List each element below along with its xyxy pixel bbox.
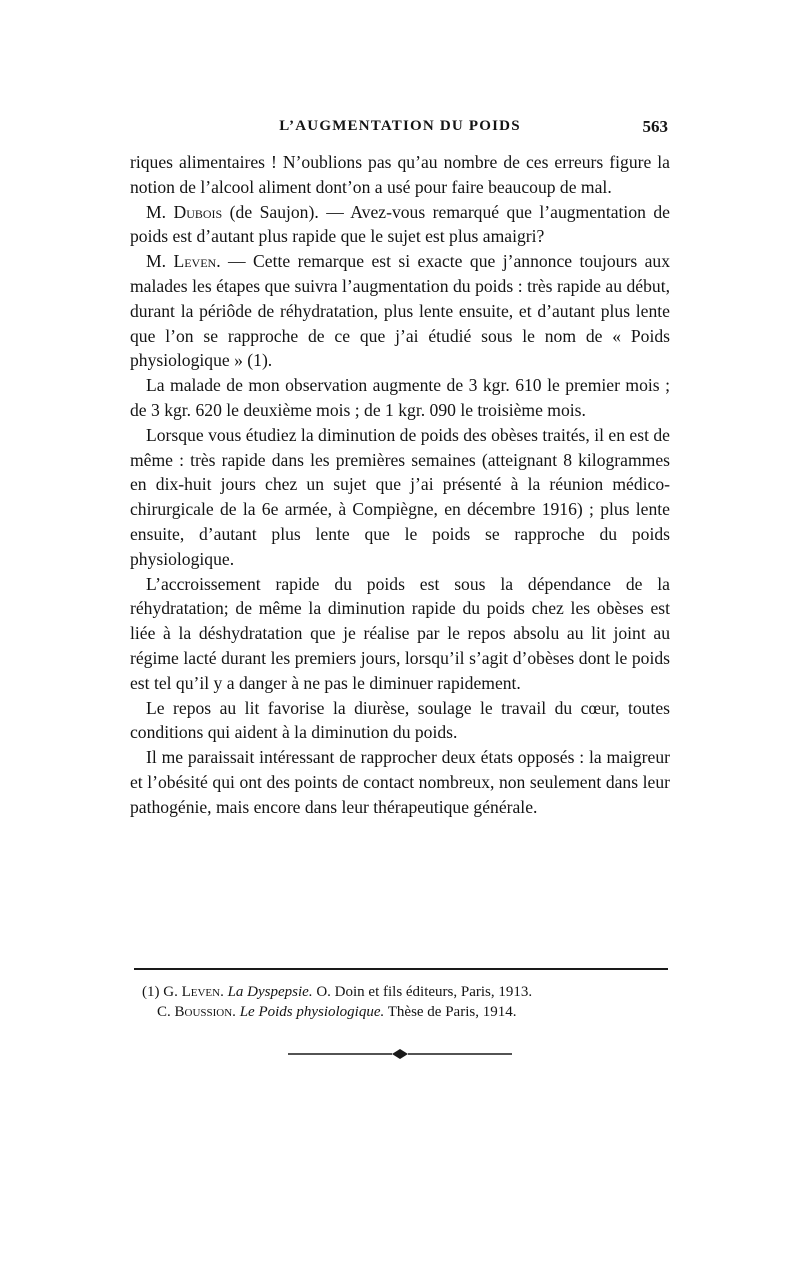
running-title: L’AUGMENTATION DU POIDS [279,118,521,134]
footnote-author: G. Leven. [163,984,224,1000]
speaker-name: M. Dubois [146,201,223,222]
footnote-marker: (1) [142,984,164,1000]
paragraph-text: La malade de mon observation augmente de 3 kgr. 610 le premier mois ; de 3 kgr. 620 le deuxième mois ; de 1 kgr. 090 le troisième mois. [130,375,670,420]
paragraph [130,373,670,423]
paragraph-text: Le repos au lit favorise la diurèse, soulage le travail du cœur, toutes conditions qui aident à la diminution du poids. [130,697,670,743]
footnote-title: Le Poids physiologique. [239,1004,385,1020]
paragraph-text: Il me paraissait intéressant de rapprocher deux états opposés : la maigreur et l’obésité qui ont des points de contact nombreux, non seulement dans leur pathogénie, mais encore dans leur thérapeutique générale. [130,747,670,817]
footnote-title: La Dyspepsie. [227,984,313,1000]
speaker-name: M. Leven. [146,251,221,272]
paragraph [130,150,670,200]
footnote-author: C. Boussion. [157,1004,236,1020]
paragraph-text: L’accroissement rapide du poids est sous la dépendance de la réhydratation; de même la diminution rapide du poids chez les obèses est liée à la déshydratation que je réalise par le repos absolu au lit joint au régime lacté durant les premiers jours, lorsqu’il s’agit d’obèses dont le poids est tel qu’il y a danger à ne pas le diminuer rapidement. [130,573,670,693]
paragraph-text: riques alimentaires ! N’oublions pas qu’au nombre de ces erreurs figure la notion de l’alcool aliment dont’on a usé pour faire beaucoup de mal. [130,152,670,197]
fleuron-ornament [288,1048,512,1060]
footnote-details: Thèse de Paris, 1914. [384,1004,517,1020]
paragraph [130,423,670,572]
paragraph-text: (de Saujon). — Avez-vous remarqué que l’augmentation de poids est d’autant plus rapide que le sujet est plus amaigri? [130,201,670,247]
footnote-rule [134,968,668,970]
paragraph [130,572,670,696]
footnotes [142,982,672,1022]
page-number: 563 [642,117,668,136]
paragraph-text: Lorsque vous étudiez la diminution de poids des obèses traités, il en est de même : très rapide dans les premières semaines (atteignant 8 kilogrammes en dix-huit jours chez un sujet que j’ai présenté à la réunion médico-chirurgicale de la 6e armée, à Compiègne, en décembre 1916) ; plus lente ensuite, d’autant plus lente que le poids se rapproche du poids physiologique. [130,424,670,569]
paragraph [130,696,670,746]
paragraph-text: — Cette remarque est si exacte que j’annonce toujours aux malades les étapes que suivra l’augmentation du poids : très rapide au début, durant la périôde de réhydratation, plus lente ensuite, et d’autant plus lente que l’on se rapproche de ce que j’ai étudié sous le nom de « Poids physiologique » (1). [130,251,671,371]
footnote-line [142,1002,672,1022]
footnote-line [142,982,672,1002]
body-text [130,150,670,820]
paragraph [130,249,670,373]
footnote-details: O. Doin et fils éditeurs, Paris, 1913. [312,984,533,1000]
paragraph [130,200,670,250]
paragraph [130,745,670,819]
page-header [130,118,670,140]
